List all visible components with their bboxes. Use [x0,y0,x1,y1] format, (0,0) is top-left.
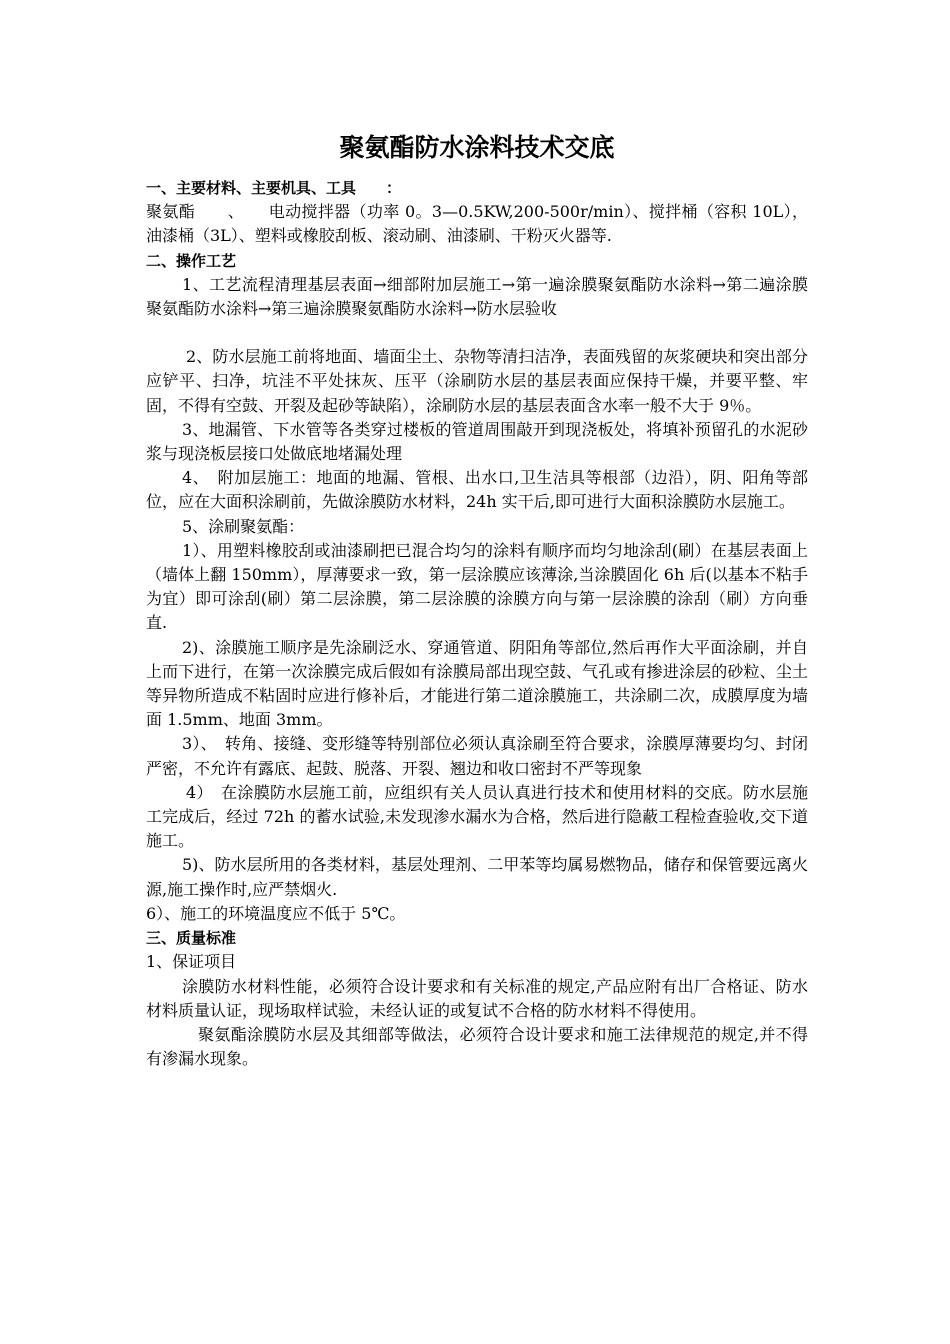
quality-subheading: 1、保证项目 [146,952,237,972]
process-step-4: 4、 附加层施工：地面的地漏、管根、出水口,卫生洁具等根部（边沿），阴、阳角等部位，应在大面积涂刷前，先做涂膜防水材料，24h 实干后,即可进行大面积涂膜防水层施工。 [146,468,808,512]
section-heading-quality: 三、质量标准 [146,929,237,948]
quality-item-1: 涂膜防水材料性能，必须符合设计要求和有关标准的规定,产品应附有出厂合格证、防水材料质量认证，现场取样试验，未经认证的或复试不合格的防水材料不得使用。 [146,976,808,1020]
process-step-3: 3、地漏管、下水管等各类穿过楼板的管道周围敲开到现浇板处，将填补预留孔的水泥砂浆与现浇板层接口处做底地堵漏处理 [146,419,808,464]
process-substep-5: 5)、防水层所用的各类材料，基层处理剂、二甲苯等均属易燃物品，储存和保管要远离火源,施工操作时,应严禁烟火. [146,855,808,899]
blank-line [146,321,808,345]
materials-paragraph: 聚氨酯 、 电动搅拌器（功率 0。3—0.5KW,200-500r/min）、搅拌桶（容积 10L），油漆桶（3L）、塑料或橡胶刮板、滚动刷、油漆刷、干粉灭火器等. [146,202,808,246]
document-page [146,128,808,1071]
process-step-1: 1、工艺流程清理基层表面→细部附加层施工→第一遍涂膜聚氨酯防水涂料→第二遍涂膜聚氨酯防水涂料→第三遍涂膜聚氨酯防水涂料→防水层验收 [146,274,808,319]
section-heading-process: 二、操作工艺 [146,251,237,270]
process-substep-3: 3）、 转角、接缝、变形缝等特别部位必须认真涂刷至符合要求，涂膜厚薄要均匀、封闭严密，不允许有露底、起鼓、脱落、开裂、翘边和收口密封不严等现象 [146,734,808,778]
process-substep-1: 1）、用塑料橡胶刮或油漆刷把已混合均匀的涂料有顺序而均匀地涂刮(刷）在基层表面上（墙体上翻 150mm），厚薄要求一致，第一层涂膜应该薄涂,当涂膜固化 6h 后(以基本不粘手为宜）即可涂刮(刷）第二层涂膜，第二层涂膜的涂膜方向与第一层涂膜的涂刮（刷）方向垂直. [146,540,808,633]
process-substep-6: 6）、施工的环境温度应不低于 5℃。 [146,903,406,923]
document-title: 聚氨酯防水涂料技术交底 [339,133,615,162]
process-step-5: 5、涂刷聚氨酯： [182,516,305,536]
section-heading-materials: 一、主要材料、主要机具、工具 ： [146,179,402,197]
process-substep-4: 4） 在涂膜防水层施工前，应组织有关人员认真进行技术和使用材料的交底。防水层施工完成后，经过 72h 的蓄水试验,未发现渗水漏水为合格，然后进行隐蔽工程检查验收,交下道施工。 [146,782,808,851]
quality-item-2: 聚氨酯涂膜防水层及其细部等做法，必须符合设计要求和施工法律规范的规定,并不得有渗漏水现象。 [146,1024,808,1069]
process-step-2: 2、防水层施工前将地面、墙面尘土、杂物等清扫洁净，表面残留的灰浆硬块和突出部分应铲平、扫净，坑洼不平处抹灰、压平（涂刷防水层的基层表面应保持干燥，并要平整、牢固，不得有空鼓、开裂及起砂等缺陷），涂刷防水层的基层表面含水率一般不大于 9％。 [146,347,808,415]
process-substep-2: 2)、涂膜施工顺序是先涂刷泛水、穿通管道、阴阳角等部位,然后再作大平面涂刷，并自上而下进行，在第一次涂膜完成后假如有涂膜局部出现空鼓、气孔或有掺进涂层的砂粒、尘土等异物所造成不粘固时应进行修补后，才能进行第二道涂膜施工，共涂刷二次，成膜厚度为墙面 1.5mm、地面 3mm。 [146,637,808,730]
